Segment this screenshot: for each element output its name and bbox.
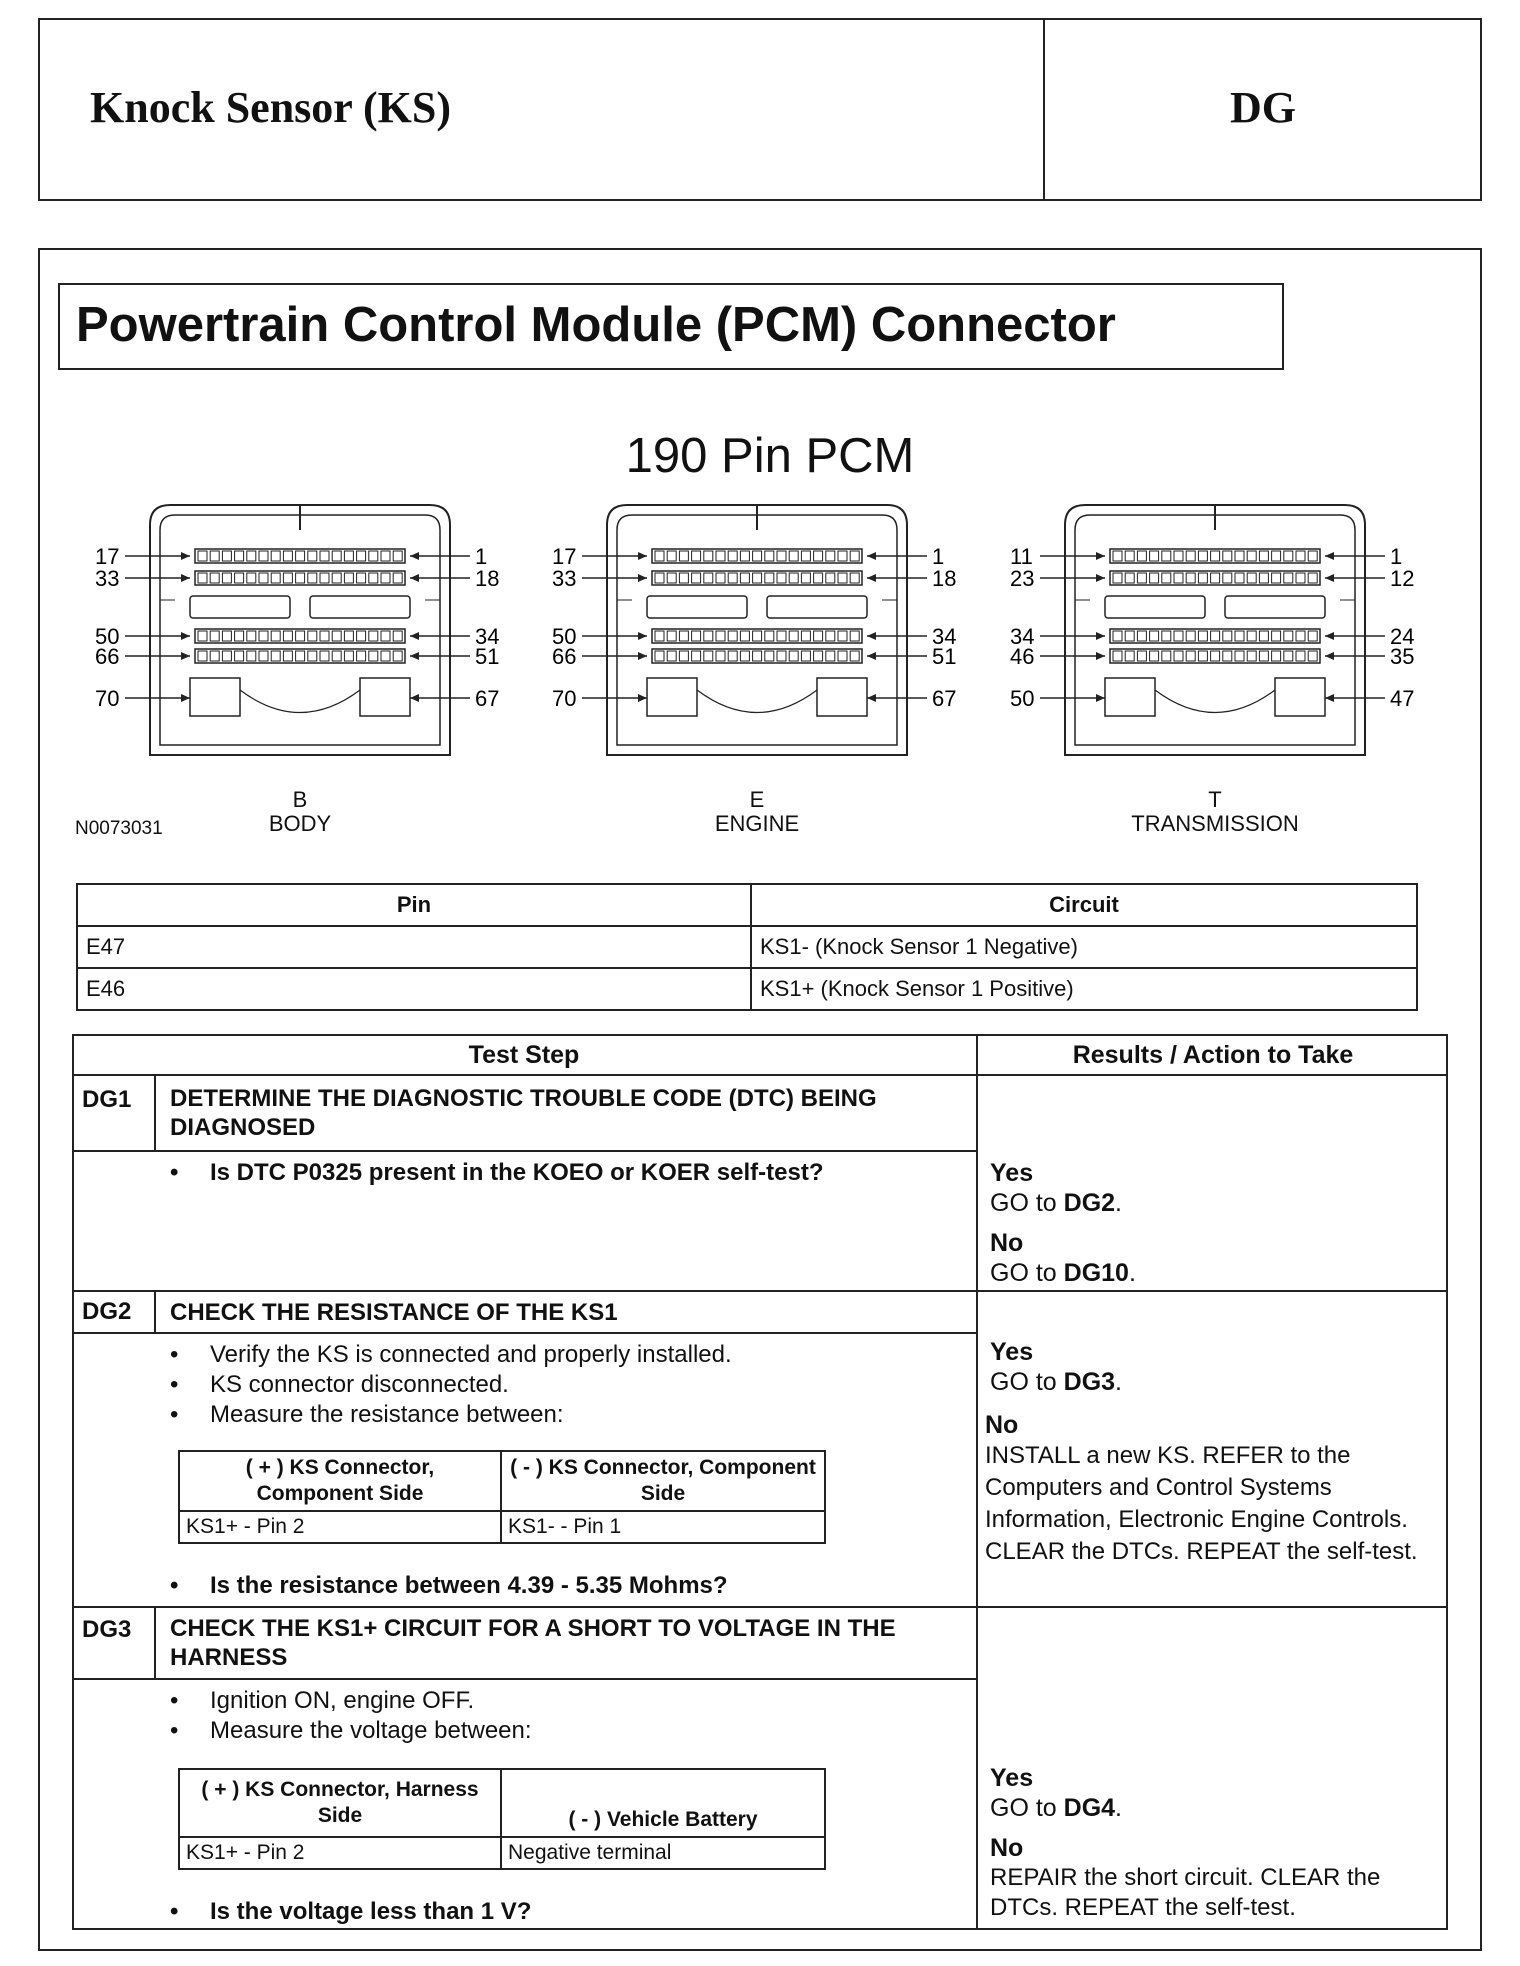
step-question: • Is the resistance between 4.39 - 5.35 Mohms? [210, 1571, 930, 1600]
step-bullet: • Measure the resistance between: [210, 1400, 564, 1429]
table-row [77, 968, 1417, 1010]
plus-cell: KS1+ - Pin 2 [179, 1511, 501, 1543]
result-no: No REPAIR the short circuit. CLEAR the DTCs. REPEAT the self-test. [990, 1834, 1381, 1921]
pin-label: 11 [1010, 544, 1033, 569]
page-title: Knock Sensor (KS) [90, 83, 452, 132]
step-bullet: • Verify the KS is connected and properly installed. [210, 1340, 732, 1369]
connector-name: TRANSMISSION [1131, 811, 1299, 836]
minus-cell: KS1- - Pin 1 [501, 1511, 825, 1543]
connector-engine [552, 500, 992, 800]
connector-name: ENGINE [714, 811, 800, 836]
connector-letter: E [749, 787, 765, 812]
connector-transmission [1010, 500, 1450, 800]
pin-label: 35 [1390, 644, 1415, 669]
figure-id: N0073031 [75, 818, 163, 839]
pin-label: 50 [95, 624, 120, 649]
step-question: • Is DTC P0325 present in the KOEO or KOER self-test? [210, 1158, 850, 1187]
pin-cell: E47 [77, 926, 751, 968]
pin-label: 23 [1010, 566, 1035, 591]
minus-cell: Negative terminal [501, 1837, 825, 1869]
measurement-table [178, 1768, 826, 1870]
step-bullet: • Measure the voltage between: [210, 1716, 532, 1745]
connector-body [95, 500, 535, 800]
plus-cell: KS1+ - Pin 2 [179, 1837, 501, 1869]
pin-label: 34 [932, 624, 957, 649]
pin-table [76, 883, 1418, 1011]
pin-label: 46 [1010, 644, 1035, 669]
plus-header: ( + ) KS Connector, Harness Side [179, 1769, 501, 1837]
pin-label: 47 [1390, 686, 1415, 711]
table-row [77, 926, 1417, 968]
connector-letter: B [292, 787, 308, 812]
result-yes: Yes GO to DG4. [990, 1764, 1122, 1822]
step-question: • Is the voltage less than 1 V? [210, 1897, 930, 1926]
minus-header: ( - ) Vehicle Battery [501, 1769, 825, 1837]
pin-label: 18 [475, 566, 500, 591]
step-title: CHECK THE RESISTANCE OF THE KS1 [170, 1299, 618, 1326]
pin-label: 17 [552, 544, 577, 569]
pin-label: 1 [932, 544, 945, 569]
pin-label: 51 [475, 644, 500, 669]
figure-title: 190 Pin PCM [625, 429, 915, 483]
header-divider [1043, 18, 1045, 201]
result-yes: Yes GO to DG3. [990, 1338, 1122, 1396]
pin-label: 33 [95, 566, 120, 591]
pin-cell: E46 [77, 968, 751, 1010]
step-bullet: • KS connector disconnected. [210, 1370, 509, 1399]
plus-header: ( + ) KS Connector, Component Side [179, 1451, 501, 1511]
circuit-header: Circuit [751, 884, 1417, 926]
test-step-header: Test Step [468, 1041, 580, 1069]
result-yes: Yes GO to DG2. [990, 1159, 1122, 1217]
pin-label: 24 [1390, 624, 1415, 649]
pin-label: 70 [552, 686, 577, 711]
result-no: No GO to DG10. [990, 1229, 1136, 1287]
step-id: DG3 [82, 1616, 132, 1643]
pin-label: 51 [932, 644, 957, 669]
pin-label: 18 [932, 566, 957, 591]
step-bullet: • Ignition ON, engine OFF. [210, 1686, 474, 1715]
pin-label: 1 [475, 544, 488, 569]
pin-label: 50 [552, 624, 577, 649]
pin-header: Pin [77, 884, 751, 926]
pin-label: 33 [552, 566, 577, 591]
step-title: DETERMINE THE DIAGNOSTIC TROUBLE CODE (DTC) BEING DIAGNOSED [170, 1085, 877, 1141]
section-code: DG [1230, 83, 1296, 132]
pin-label: 34 [1010, 624, 1035, 649]
section-title: Powertrain Control Module (PCM) Connector [58, 283, 1284, 370]
step-id: DG1 [82, 1086, 132, 1113]
pin-label: 70 [95, 686, 120, 711]
pin-label: 34 [475, 624, 500, 649]
step-id: DG2 [82, 1298, 132, 1325]
pin-label: 66 [95, 644, 120, 669]
step-title: CHECK THE KS1+ CIRCUIT FOR A SHORT TO VOLTAGE IN THE HARNESS [170, 1615, 896, 1671]
minus-header: ( - ) KS Connector, Component Side [501, 1451, 825, 1511]
measurement-table [178, 1450, 826, 1544]
pin-label: 17 [95, 544, 120, 569]
pin-label: 12 [1390, 566, 1415, 591]
result-no: No INSTALL a new KS. REFER to the Computers and Control Systems Information, Electronic Engine Controls. CLEAR the DTCs. REPEAT the self-test. [985, 1411, 1418, 1565]
circuit-cell: KS1+ (Knock Sensor 1 Positive) [751, 968, 1417, 1010]
pin-label: 67 [475, 686, 500, 711]
connector-name: BODY [268, 811, 332, 836]
pin-label: 67 [932, 686, 957, 711]
connector-letter: T [1208, 787, 1222, 812]
results-header: Results / Action to Take [1072, 1041, 1354, 1069]
circuit-cell: KS1- (Knock Sensor 1 Negative) [751, 926, 1417, 968]
pin-label: 1 [1390, 544, 1403, 569]
pin-label: 66 [552, 644, 577, 669]
pin-label: 50 [1010, 686, 1035, 711]
